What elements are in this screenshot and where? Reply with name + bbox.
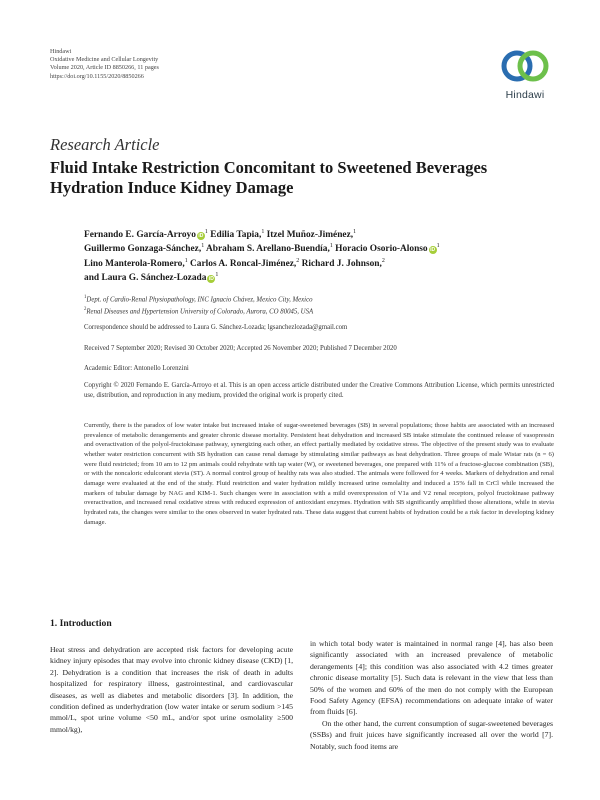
correspondence: Correspondence should be addressed to Laura G. Sánchez-Lozada; lgsanchezlozada@gmail.com [84,324,348,331]
author-line [84,271,554,285]
paragraph: Heat stress and dehydration are accepted risk factors for developing acute kidney injury episodes that may evolve into chronic kidney disease (CKD) [1, 2]. Dehydration is a condition that increases the risk of death in adults hospitalized for respiratory illness, gastrointestinal, and cardiovascular diseases, as well as diabetes and metabolic disorders [3]. In addition, the condition defined as underhydration (low water intake or serum sodium >145 mmol/L, spot urine volume <50 mL, and/or spot urine osmolality ≥500 mmol/kg), [50,645,293,734]
author: Lino Manterola-Romero,$^1$ [84,257,188,269]
affiliation: $^1$Dept. of Cardio-Renal Physiopathology, INC Ignacio Chávez, Mexico City, Mexico [84,295,313,304]
paragraph: On the other hand, the current consumption of sugar-sweetened beverages (SSBs) and fruit juices have significantly increased all over the world [7]. Notably, such food items are [310,718,553,751]
copyright-notice: Copyright © 2020 Fernando E. García-Arroyo et al. This is an open access article distributed under the Creative Commons Attribution License, which permits unrestricted use, distribution, and reproduction in any medium, provided the original work is properly cited. [84,382,554,399]
logo-wordmark: Hindawi [505,89,545,101]
affiliation: $^2$Renal Diseases and Hypertension University of Colorado, Aurora, CO 80045, USA [84,307,314,316]
article-type: Research Article [50,135,160,154]
hindawi-logo [492,48,558,110]
abstract: Currently, there is the paradox of low water intake but increased intake of sugar-sweetened beverages (SB) in several populations; those habits are associated with an increased prevalence of metabolic derangements and greater chronic disease mortality. Persistent heat dehydration and increased SB intake stimulate the continued release of vasopressin and overactivation of the polyol-fructokinase pathway, synergizing each other, an effect partially mediated by oxidative stress. The objective of the present study was to evaluate whether water restriction concurrent with SB hydration can cause renal damage by stimulating similar pathways as heat dehydration. Three groups of male Wistar rats (n = 6) were fluid restricted; from 10 am to 12 pm animals could rehydrate with tap water (W), or sweetened beverages, one prepared with 11% of a fructose-glucose combination (SB), or with the noncaloric edulcorant stevia (ST). A normal control group of healthy rats was also studied. The animals were followed for 4 weeks. Markers of dehydration and renal damage were evaluated at the end of the study. Fluid restriction and water hydration mildly increased urine osmolality and induced a 15% fall in CrCl while increased the markers of tubular damage by NAG and KIM-1. Such changes were in association with a mild overexpression of V1a and V2 renal receptors, polyol fructokinase pathway overactivation, and increased renal oxidative stress with reduced expression of antioxidant enzymes. Hydration with SB significantly amplified those alterations, while in stevia hydrated rats, the changes were similar to the ones observed in water hydrated rats. These data suggest that current habits of hydration could be a risk factor in developing kidney damage. [84,422,554,526]
paragraph: in which total body water is maintained in normal range [4], has also been significantly associated with an increased prevalence of metabolic derangements [4]; this condition was also associated with 4.2 times greater chronic disease mortality [5]. Such data is relevant in the view that less than 50% of the women and 60% of the men do not comply with the European Food Safety Agency (EFSA) recommendations on adequate intake of water from fluids [6]. [310,639,553,717]
author-line [84,257,554,271]
author: Fernando E. García-Arroyo $iD^1$ [84,228,208,240]
journal-name: Oxidative Medicine and Cellular Longevity [50,56,159,64]
paper-title: Fluid Intake Restriction Concomitant to Sweetened Beverages Hydration Induce Kidney Damage [50,158,488,197]
body-columns [0,639,600,794]
author-line [84,242,554,256]
volume-line: Volume 2020, Article ID 8850266, 11 pages [50,64,159,72]
author: Horacio Osorio-Alonso $iD^1$ [335,243,440,255]
author-line [84,228,554,242]
orcid-icon[interactable]: iD [430,247,436,254]
author: Guillermo Gonzaga-Sánchez,$^1$ [84,243,205,255]
doi-link[interactable]: https://doi.org/10.1155/2020/8850266 [50,72,144,80]
right-column [310,638,553,752]
author: Itzel Muñoz-Jiménez,$^1$ [266,228,357,240]
left-column [50,644,293,735]
orcid-icon[interactable]: iD [208,275,214,282]
author: Abraham S. Arellano-Buendía,$^1$ [206,243,333,255]
publication-dates: Received 7 September 2020; Revised 30 October 2020; Accepted 26 November 2020; Published 7 December 2020 [84,345,397,352]
author: Richard J. Johnson,$^2$ [301,257,385,269]
author: Edilia Tapia,$^1$ [210,228,265,240]
author: Carlos A. Roncal-Jiménez,$^2$ [190,257,300,269]
hindawi-rings-icon [492,48,558,90]
orcid-icon[interactable]: iD [198,233,204,239]
journal-header [50,48,410,81]
affiliations [84,293,554,318]
publisher-name: Hindawi [50,48,72,55]
author-list [84,228,554,285]
academic-editor: Academic Editor: Antonello Lorenzini [84,365,189,372]
author: and Laura G. Sánchez-Lozada $iD^1$ [84,271,219,283]
section-heading: 1. Introduction [50,618,112,629]
